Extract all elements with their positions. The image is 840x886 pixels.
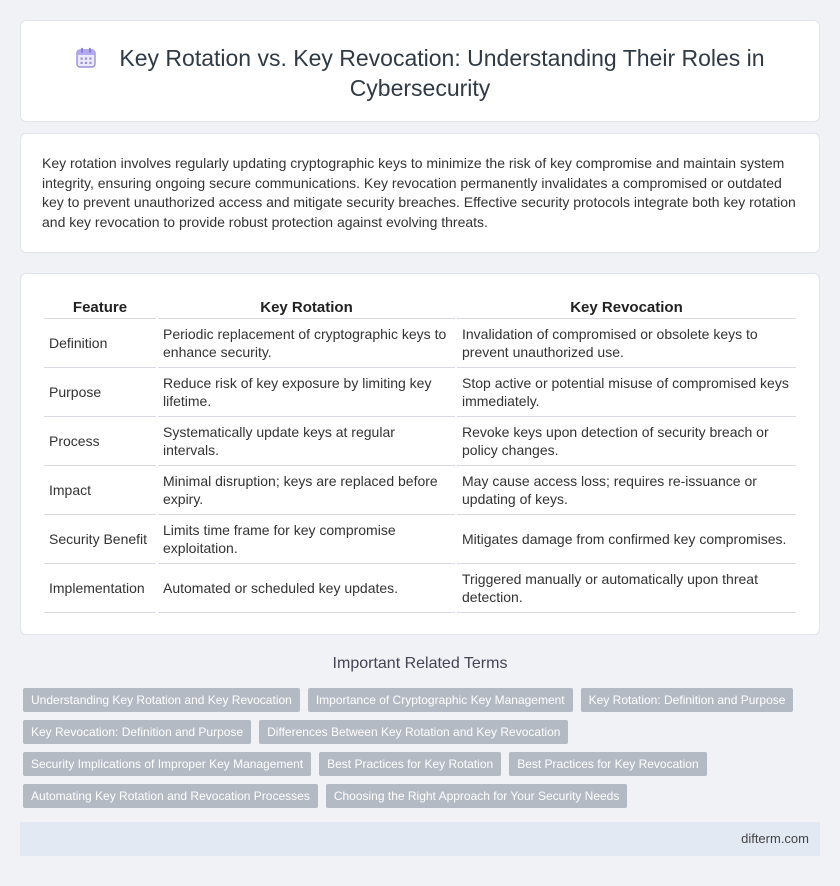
rotation-cell: Reduce risk of key exposure by limiting key lifetime. xyxy=(158,368,455,417)
table-row xyxy=(44,466,796,515)
feature-cell: Definition xyxy=(44,319,156,368)
intro-card xyxy=(20,133,820,253)
related-term-tag[interactable]: Differences Between Key Rotation and Key Revocation xyxy=(259,720,568,744)
related-term-tag[interactable]: Best Practices for Key Revocation xyxy=(509,752,706,776)
revocation-cell: Mitigates damage from confirmed key compromises. xyxy=(457,515,796,564)
rotation-cell: Periodic replacement of cryptographic keys to enhance security. xyxy=(158,319,455,368)
rotation-cell: Automated or scheduled key updates. xyxy=(158,564,455,613)
feature-cell: Security Benefit xyxy=(44,515,156,564)
page-title xyxy=(21,43,819,103)
calendar-icon xyxy=(75,47,97,69)
table-row xyxy=(44,564,796,613)
revocation-cell: Stop active or potential misuse of compromised keys immediately. xyxy=(457,368,796,417)
feature-cell: Purpose xyxy=(44,368,156,417)
tag-row xyxy=(23,752,803,776)
header-key-rotation: Key Rotation xyxy=(158,294,455,319)
intro-paragraph: Key rotation involves regularly updating cryptographic keys to minimize the risk of key compromise and maintain system integrity, ensuring ongoing secure communications. Key revocation permanently invalidates a compromised or outdated key to prevent unauthorized access and mitigate security breaches. Effective security protocols integrate both key rotation and key revocation to provide robust protection against evolving threats. xyxy=(42,155,796,230)
header-key-revocation: Key Revocation xyxy=(457,294,796,319)
comparison-card xyxy=(20,273,820,635)
title-line-1: Key Rotation vs. Key Revocation: Understanding Their Roles in xyxy=(119,45,765,71)
table-row xyxy=(44,319,796,368)
title-card xyxy=(20,20,820,122)
table-row xyxy=(44,368,796,417)
feature-cell: Process xyxy=(44,417,156,466)
related-term-tag[interactable]: Choosing the Right Approach for Your Security Needs xyxy=(326,784,628,808)
comparison-table xyxy=(42,294,798,613)
rotation-cell: Minimal disruption; keys are replaced before expiry. xyxy=(158,466,455,515)
header-feature: Feature xyxy=(44,294,156,319)
feature-cell: Implementation xyxy=(44,564,156,613)
tag-row xyxy=(23,784,803,808)
footer xyxy=(20,822,820,856)
revocation-cell: Triggered manually or automatically upon threat detection. xyxy=(457,564,796,613)
related-term-tag[interactable]: Understanding Key Rotation and Key Revocation xyxy=(23,688,300,712)
related-term-tag[interactable]: Importance of Cryptographic Key Management xyxy=(308,688,573,712)
rotation-cell: Systematically update keys at regular intervals. xyxy=(158,417,455,466)
related-term-tag[interactable]: Key Rotation: Definition and Purpose xyxy=(581,688,794,712)
revocation-cell: May cause access loss; requires re-issuance or updating of keys. xyxy=(457,466,796,515)
table-header-row xyxy=(44,294,796,319)
table-row xyxy=(44,515,796,564)
related-term-tag[interactable]: Key Revocation: Definition and Purpose xyxy=(23,720,251,744)
related-term-tag[interactable]: Automating Key Rotation and Revocation Processes xyxy=(23,784,318,808)
rotation-cell: Limits time frame for key compromise exploitation. xyxy=(158,515,455,564)
related-term-tag[interactable]: Security Implications of Improper Key Management xyxy=(23,752,311,776)
related-term-tag[interactable]: Best Practices for Key Rotation xyxy=(319,752,501,776)
revocation-cell: Invalidation of compromised or obsolete keys to prevent unauthorized use. xyxy=(457,319,796,368)
footer-site-link[interactable]: difterm.com xyxy=(741,831,809,846)
related-terms-list xyxy=(23,688,803,816)
related-terms-heading: Important Related Terms xyxy=(332,655,508,672)
feature-cell: Impact xyxy=(44,466,156,515)
tag-row xyxy=(23,720,803,744)
title-line-2: Cybersecurity xyxy=(349,75,491,101)
tag-row xyxy=(23,688,803,712)
table-row xyxy=(44,417,796,466)
revocation-cell: Revoke keys upon detection of security breach or policy changes. xyxy=(457,417,796,466)
